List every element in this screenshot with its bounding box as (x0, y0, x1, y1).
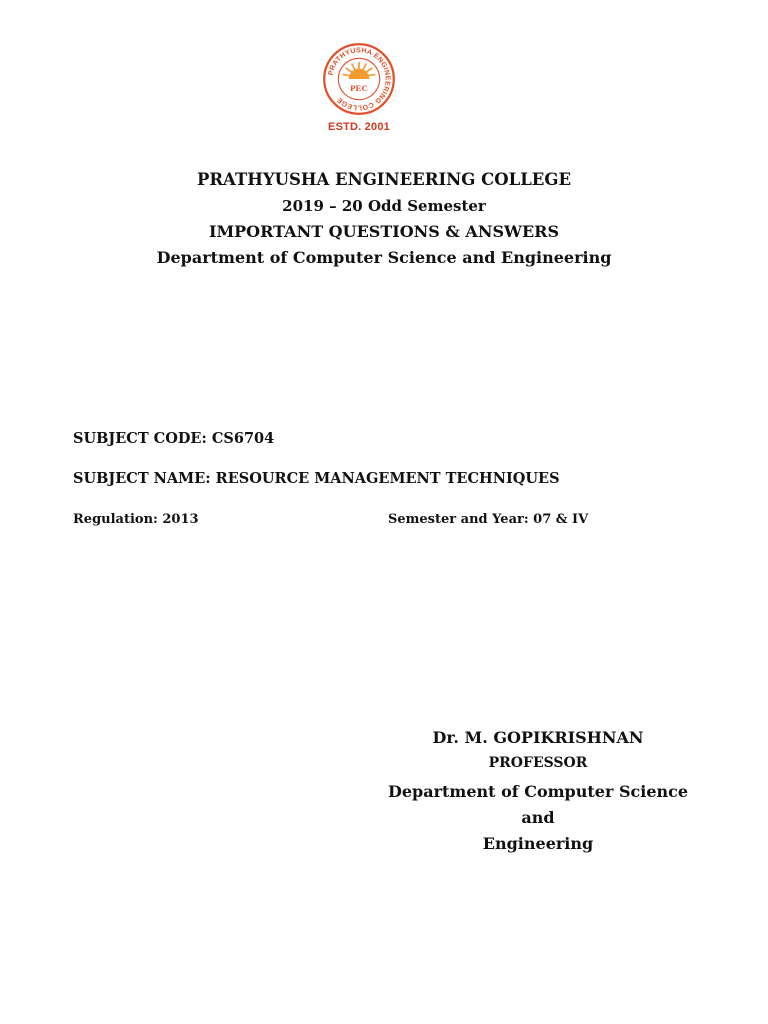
college-logo-icon (322, 42, 396, 116)
author-department (373, 779, 703, 857)
author-department-line-1: Department of Computer Science and (387, 782, 689, 827)
semester-label: 2019 – 20 Odd Semester (282, 197, 486, 215)
author-designation: PROFESSOR (488, 755, 588, 771)
established-label: ESTD. 2001 (328, 121, 390, 133)
college-name: PRATHYUSHA ENGINEERING COLLEGE (196, 170, 572, 189)
department-heading: Department of Computer Science and Engineering (156, 248, 612, 267)
regulation: Regulation: 2013 (73, 512, 199, 527)
document-title: IMPORTANT QUESTIONS & ANSWERS (208, 222, 560, 241)
subject-name: SUBJECT NAME: RESOURCE MANAGEMENT TECHNIQUES (73, 470, 560, 487)
author-department-line-2: Engineering (482, 834, 594, 853)
subject-code: SUBJECT CODE: CS6704 (73, 430, 275, 447)
svg-text:PRATHYUSHA ENGINEERING COLLEGE: PRATHYUSHA ENGINEERING COLLEGE (327, 47, 391, 111)
svg-text:PEC: PEC (350, 82, 368, 93)
author-name: Dr. M. GOPIKRISHNAN (432, 728, 644, 747)
semester-and-year: Semester and Year: 07 & IV (388, 512, 589, 527)
